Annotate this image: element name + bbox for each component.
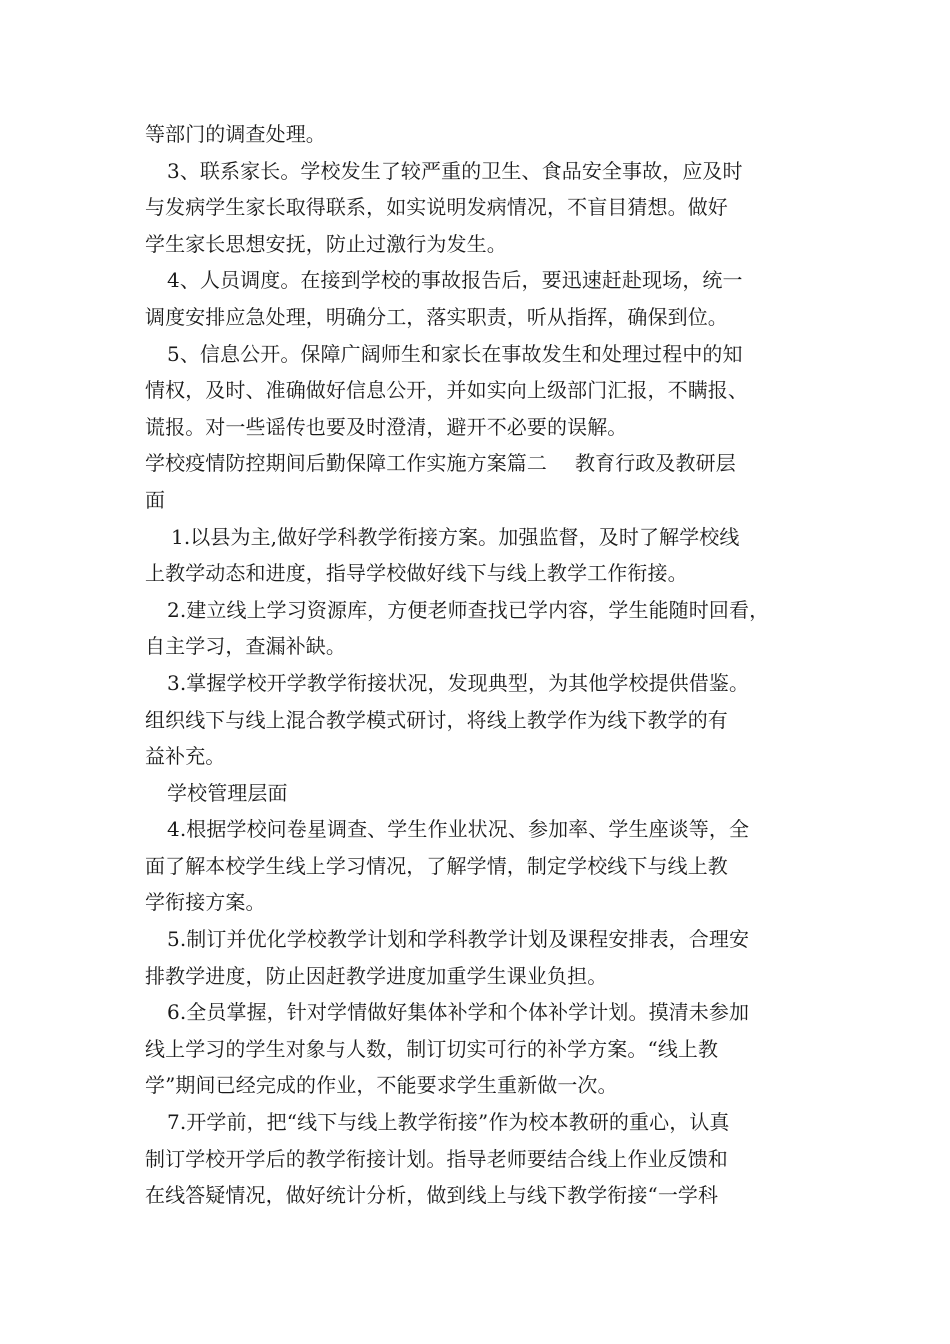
text-line: 等部门的调查处理。 <box>145 122 326 146</box>
text-line: 与发病学生家长取得联系，如实说明发病情况，不盲目猜想。做好 <box>145 195 728 220</box>
text-line: 组织线下与线上混合教学模式研讨，将线上教学作为线下教学的有 <box>145 707 728 732</box>
text-line: 谎报。对一些谣传也要及时澄清，避开不必要的误解。 <box>145 414 628 439</box>
section-heading-subtitle: 教育行政及教研层 <box>575 451 736 476</box>
text-line: 线上学习的学生对象与人数，制订切实可行的补学方案。“线上教 <box>145 1036 719 1061</box>
section-heading <box>145 445 825 482</box>
subsection-heading: 学校管理层面 <box>167 780 288 805</box>
text-line: 情权，及时、准确做好信息公开，并如实向上级部门汇报，不瞒报、 <box>145 378 748 403</box>
list-item-4: 4.根据学校问卷星调查、学生作业状况、参加率、学生座谈等，全 <box>167 817 750 842</box>
text-line: 制订学校开学后的教学衔接计划。指导老师要结合线上作业反馈和 <box>145 1146 728 1171</box>
text-line: 学衔接方案。 <box>145 890 266 915</box>
text-line: 调度安排应急处理，明确分工，落实职责，听从指挥，确保到位。 <box>145 304 728 329</box>
paragraph-3-start: 3、联系家长。学校发生了较严重的卫生、食品安全事故，应及时 <box>167 158 743 183</box>
list-item-7: 7.开学前，把“线下与线上教学衔接”作为校本教研的重心，认真 <box>167 1110 730 1135</box>
text-line: 学生家长思想安抚，防止过激行为发生。 <box>145 231 507 256</box>
document-body <box>145 116 825 1214</box>
text-line: 在线答疑情况，做好统计分析，做到线上与线下教学衔接“一学科 <box>145 1183 719 1208</box>
paragraph-4-start: 4、人员调度。在接到学校的事故报告后，要迅速赶赴现场，统一 <box>167 268 743 293</box>
text-line: 益补充。 <box>145 744 226 769</box>
list-item-2: 2.建立线上学习资源库，方便老师查找已学内容，学生能随时回看， <box>167 597 770 622</box>
text-line: 排教学进度，防止因赶教学进度加重学生课业负担。 <box>145 963 608 988</box>
text-line: 自主学习，查漏补缺。 <box>145 634 346 659</box>
text-line: 学”期间已经完成的作业，不能要求学生重新做一次。 <box>145 1073 618 1098</box>
section-heading-title: 学校疫情防控期间后勤保障工作实施方案篇二 <box>145 451 547 476</box>
text-line: 面了解本校学生线上学习情况，了解学情，制定学校线下与线上教 <box>145 853 728 878</box>
list-item-5: 5.制订并优化学校教学计划和学科教学计划及课程安排表，合理安 <box>167 927 750 952</box>
list-item-1: 1.以县为主,做好学科教学衔接方案。加强监督，及时了解学校线 <box>171 524 740 549</box>
list-item-6: 6.全员掌握，针对学情做好集体补学和个体补学计划。摸清未参加 <box>167 1000 750 1025</box>
text-line: 上教学动态和进度，指导学校做好线下与线上教学工作衔接。 <box>145 561 688 586</box>
section-heading-continued: 面 <box>145 487 166 512</box>
paragraph-5-start: 5、信息公开。保障广阔师生和家长在事故发生和处理过程中的知 <box>167 341 743 366</box>
list-item-3: 3.掌握学校开学教学衔接状况，发现典型，为其他学校提供借鉴。 <box>167 670 750 695</box>
